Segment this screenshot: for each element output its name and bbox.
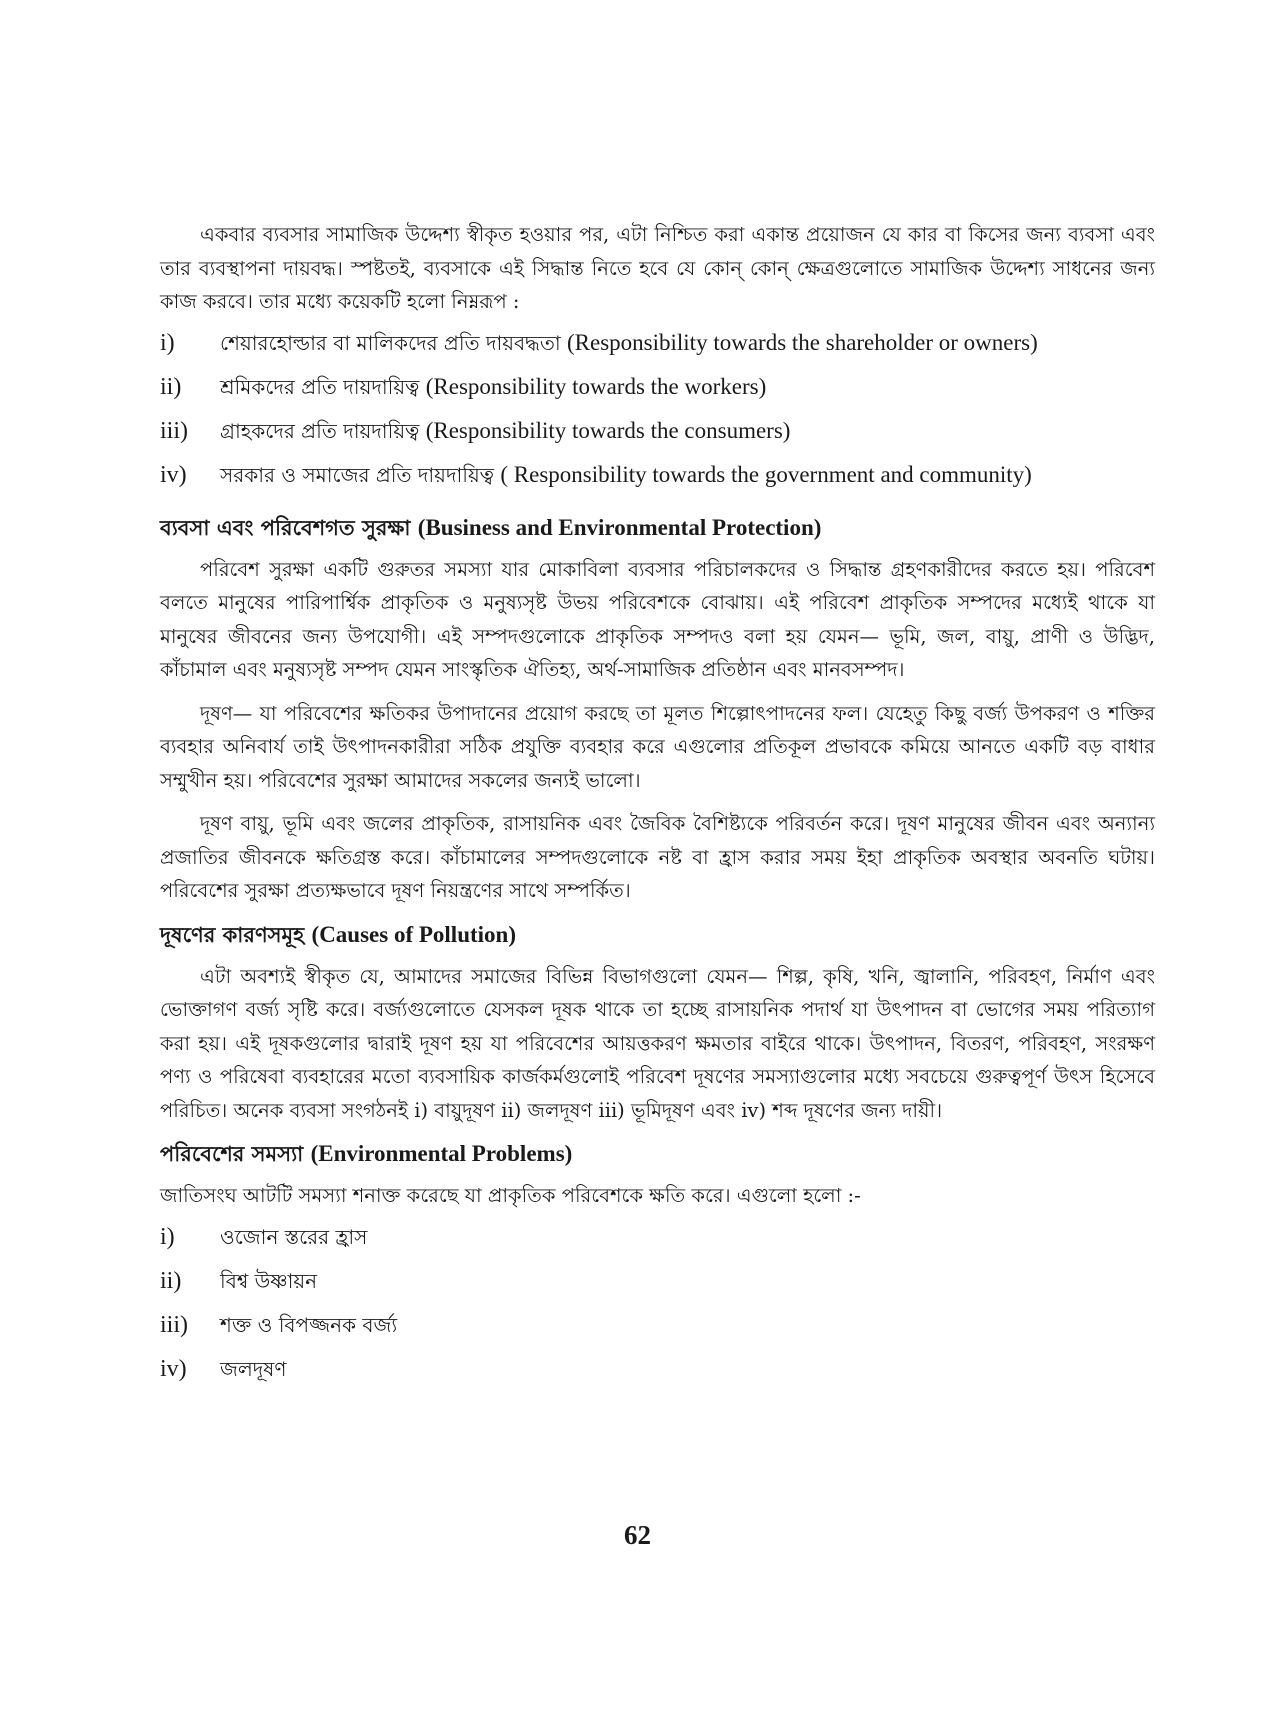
paragraph: দূষণ— যা পরিবেশের ক্ষতিকর উপাদানের প্রয়োগ করছে তা মূলত শিল্পোৎপাদনের ফল। যেহেতু কিছু বর্জ্য উপকরণ ও শক্তির ব্যবহার অনিবার্য তাই উৎপাদনকারীরা সঠিক প্রযুক্তি ব্যবহার করে এগুলোর প্রতিকূল প্রভাবকে কমিয়ে আনতে একটি বড় বাধার সম্মুখীন হয়। পরিবেশের সুরক্ষা আমাদের সকলের জন্যই ভালো। [160, 701, 1155, 792]
list-number: ii) [160, 373, 182, 400]
list-number: iii) [160, 417, 188, 444]
section-heading-environmental-problems [160, 1137, 1155, 1171]
page-number: 62 [624, 1520, 651, 1550]
page-content [160, 218, 1155, 1405]
paragraph: পরিবেশ সুরক্ষা একটি গুরুতর সমস্যা যার মোকাবিলা ব্যবসার পরিচালকদের ও সিদ্ধান্ত গ্রহণকারীদের করতে হয়। পরিবেশ বলতে মানুষের পারিপার্শ্বিক প্রাকৃতিক ও মনুষ্যসৃষ্ট উভয় পরিবেশকে বোঝায়। এই পরিবেশ প্রাকৃতিক সম্পদের মধ্যেই থাকে যা মানুষের জীবনের জন্য উপযোগী। এই সম্পদগুলোকে প্রাকৃতিক সম্পদও বলা হয় যেমন— ভূমি, জল, বায়ু, প্রাণী ও উদ্ভিদ, কাঁচামাল এবং মনুষ্যসৃষ্ট সম্পদ যেমন সাংস্কৃতিক ঐতিহ্য, অর্থ-সামাজিক প্রতিষ্ঠান এবং মানবসম্পদ। [160, 557, 1155, 681]
paragraph: এটা অবশ্যই স্বীকৃত যে, আমাদের সমাজের বিভিন্ন বিভাগগুলো যেমন— শিল্প, কৃষি, খনি, জ্বালানি, পরিবহণ, নির্মাণ এবং ভোক্তাগণ বর্জ্য সৃষ্টি করে। বর্জ্যগুলোতে যেসকল দূষক থাকে তা হচ্ছে রাসায়নিক পদার্থ যা উৎপাদন বা ভোগের সময় পরিত্যাগ করা হয়। এই দূষকগুলোর দ্বারাই দূষণ হয় যা পরিবেশের আয়ত্তকরণ ক্ষমতার বাইরে থাকে। উৎপাদন, বিতরণ, পরিবহণ, সংরক্ষণ পণ্য ও পরিষেবা ব্যবহারের মতো ব্যবসায়িক কার্জকর্মগুলোই পরিবেশ দূষণের সমস্যাগুলোর মধ্যে সবচেয়ে গুরুত্বপূর্ণ উৎস হিসেবে পরিচিত। অনেক ব্যবসা সংগঠনই i) বায়ুদূষণ ii) জলদূষণ iii) ভূমিদূষণ এবং iv) শব্দ দূষণের জন্য দায়ী। [160, 964, 1155, 1122]
section-heading-causes-of-pollution [160, 918, 1155, 952]
list-text-en: ( Responsibility towards the government and community) [500, 461, 1032, 487]
responsibility-list [160, 329, 1155, 505]
section-heading-en: (Causes of Pollution) [311, 921, 516, 947]
intro-paragraph: একবার ব্যবসার সামাজিক উদ্দেশ্য স্বীকৃত হওয়ার পর, এটা নিশ্চিত করা একান্ত প্রয়োজন যে কার বা কিসের জন্য ব্যবসা এবং তার ব্যবস্থাপনা দায়বদ্ধ। স্পষ্টতই, ব্যবসাকে এই সিদ্ধান্ত নিতে হবে যে কোন্ কোন্ ক্ষেত্রগুলোতে সামাজিক উদ্দেশ্য সাধনের জন্য কাজ করবে। তার মধ্যে কয়েকটি হলো নিম্নরূপ : [160, 223, 1155, 313]
list-item [160, 1355, 1155, 1399]
section-heading-en: (Business and Environmental Protection) [417, 514, 822, 540]
list-item [160, 1223, 1155, 1267]
list-number: iv) [160, 461, 187, 488]
list-text-en: (Responsibility towards the workers) [425, 373, 767, 399]
list-item [160, 373, 1155, 417]
list-text-bn: শ্রমিকদের প্রতি দায়দায়িত্ব [220, 374, 420, 399]
list-number: i) [160, 1223, 175, 1250]
list-number: ii) [160, 1267, 182, 1294]
environmental-problems-list [160, 1223, 1155, 1399]
list-text [220, 461, 1155, 494]
list-text: বিশ্ব উষ্ণায়ন [220, 1268, 318, 1293]
paragraph: দূষণ বায়ু, ভূমি এবং জলের প্রাকৃতিক, রাসায়নিক এবং জৈবিক বৈশিষ্ট্যকে পরিবর্তন করে। দূষণ মানুষের জীবন এবং অন্যান্য প্রজাতির জীবনকে ক্ষতিগ্রস্ত করে। কাঁচামালের সম্পদগুলোকে নষ্ট বা হ্রাস করার সময় ইহা প্রাকৃতিক অবস্থার অবনতি ঘটায়। পরিবেশের সুরক্ষা প্রত্যক্ষভাবে দূষণ নিয়ন্ত্রণের সাথে সম্পর্কিত। [160, 812, 1155, 902]
section-heading-business-environment [160, 511, 1155, 545]
section-heading-bn: ব্যবসা এবং পরিবেশগত সুরক্ষা [160, 514, 411, 540]
list-item [160, 1311, 1155, 1355]
list-number: iv) [160, 1355, 187, 1382]
list-text: শক্ত ও বিপজ্জনক বর্জ্য [220, 1312, 398, 1337]
paragraph: জাতিসংঘ আটটি সমস্যা শনাক্ত করেছে যা প্রাকৃতিক পরিবেশকে ক্ষতি করে। এগুলো হলো :- [160, 1184, 861, 1207]
section-heading-en: (Environmental Problems) [310, 1141, 573, 1166]
list-text-en: (Responsibility towards the consumers) [425, 417, 791, 443]
list-item [160, 417, 1155, 461]
list-text-en: (Responsibility towards the shareholder or owners) [567, 329, 1038, 355]
list-text [220, 373, 1155, 406]
list-text-bn: সরকার ও সমাজের প্রতি দায়দায়িত্ব [220, 462, 494, 487]
list-text-bn: শেয়ারহোল্ডার বা মালিকদের প্রতি দায়বদ্ধতা [220, 330, 561, 355]
list-text: জলদূষণ [220, 1356, 287, 1381]
list-item [160, 329, 1155, 373]
list-text: ওজোন স্তরের হ্রাস [220, 1224, 368, 1249]
list-item [160, 461, 1155, 505]
list-number: iii) [160, 1311, 188, 1338]
list-item [160, 1267, 1155, 1311]
list-text [220, 329, 1155, 362]
list-text-bn: গ্রাহকদের প্রতি দায়দায়িত্ব [220, 418, 420, 443]
section-heading-bn: দূষণের কারণসমূহ [160, 921, 305, 947]
list-text [220, 417, 1155, 450]
section-heading-bn: পরিবেশের সমস্যা [160, 1141, 304, 1166]
list-number: i) [160, 329, 175, 356]
